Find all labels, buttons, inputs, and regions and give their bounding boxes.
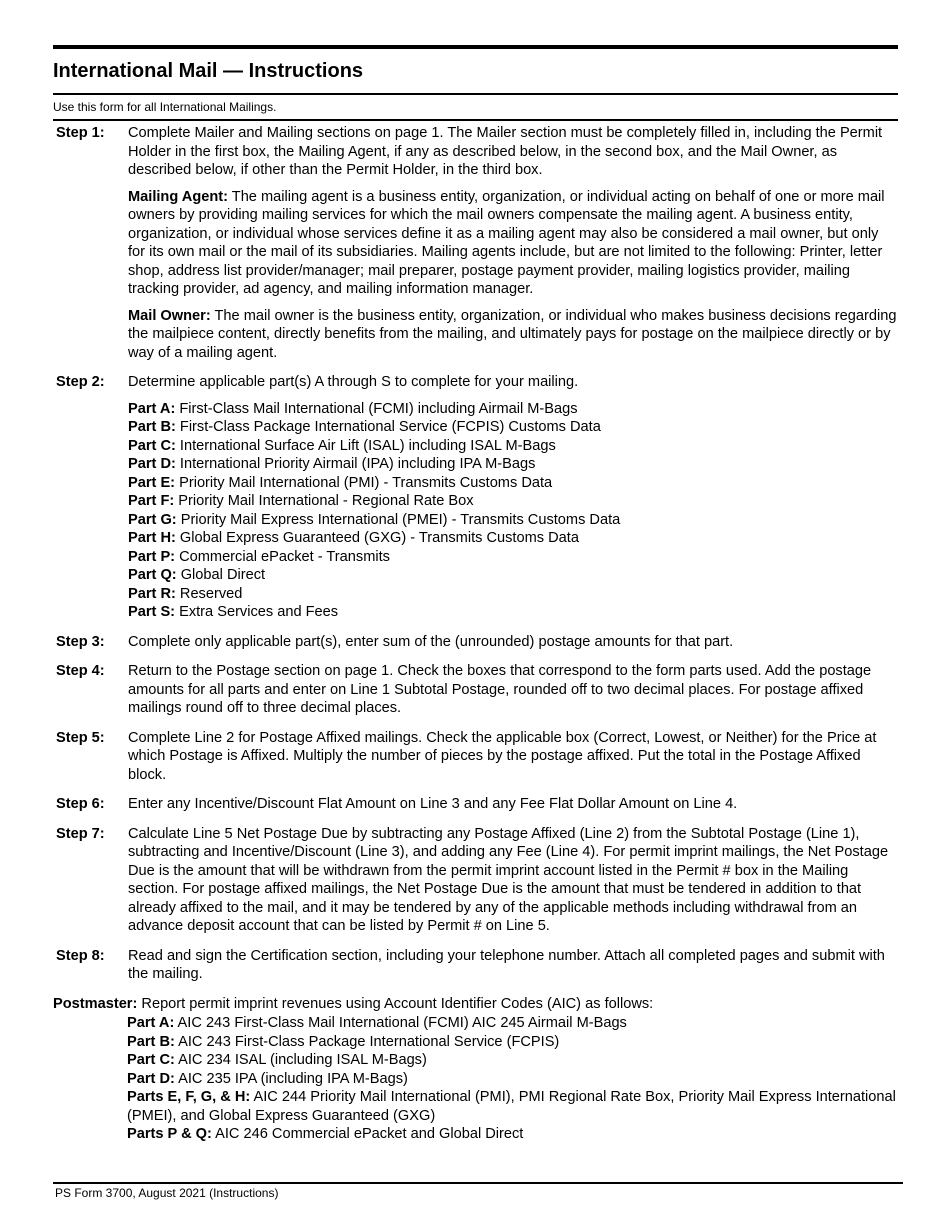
part-item	[128, 455, 898, 474]
step-body	[128, 825, 898, 936]
definition-term: Mail Owner:	[128, 307, 211, 324]
part-item	[128, 585, 898, 604]
aic-item	[127, 1070, 898, 1089]
step-label: Step 8:	[56, 947, 105, 964]
footer-rule	[53, 1182, 903, 1184]
part-text: Reserved	[175, 585, 243, 602]
step-body	[128, 729, 898, 785]
page-title: International Mail — Instructions	[53, 60, 364, 82]
part-text: Commercial ePacket - Transmits	[175, 548, 390, 565]
aic-item	[127, 1051, 898, 1070]
step-text: Complete Mailer and Mailing sections on page 1. The Mailer section must be completely filled in, including the Permit Holder in the first box, the Mailing Agent, if any as described below, in the second box, and the Mail Owner, as described below, if other than the Permit Holder, in the third box.	[128, 125, 883, 178]
step-label: Step 7:	[56, 825, 105, 842]
definition-term: Mailing Agent:	[128, 188, 228, 205]
step-label: Step 3:	[56, 633, 105, 650]
step-body	[128, 795, 898, 814]
part-text: First-Class Package International Service (FCPIS) Customs Data	[175, 419, 601, 435]
step-2	[53, 373, 898, 622]
part-term: Part H:	[128, 530, 176, 546]
step-text: Complete only applicable part(s), enter sum of the (unrounded) postage amounts for that part.	[128, 633, 734, 650]
step-body	[128, 662, 898, 718]
step-7	[53, 825, 898, 936]
part-term: Part G:	[128, 511, 177, 528]
form-footer: PS Form 3700, August 2021 (Instructions)	[55, 1186, 279, 1200]
aic-text: AIC 234 ISAL (including ISAL M-Bags)	[174, 1052, 427, 1068]
step-body	[128, 373, 898, 622]
aic-term: Parts P & Q:	[127, 1126, 212, 1142]
part-text: Extra Services and Fees	[175, 604, 339, 620]
part-item	[128, 474, 898, 493]
aic-text: AIC 235 IPA (including IPA M-Bags)	[174, 1070, 408, 1087]
step-text: Complete Line 2 for Postage Affixed mailings. Check the applicable box (Correct, Lowest, or Neither) for the Price at which Postage is Affixed. Multiply the number of pieces by the postage affixed. Put the total in the Postage Affixed block.	[128, 729, 877, 783]
part-term: Part A:	[128, 400, 176, 417]
mail-owner-definition	[128, 307, 898, 363]
step-body	[128, 947, 898, 984]
step-body	[128, 124, 898, 362]
part-term: Part F:	[128, 493, 175, 509]
part-term: Part E:	[128, 474, 176, 491]
aic-text: AIC 246 Commercial ePacket and Global Direct	[211, 1126, 524, 1142]
postmaster-term: Postmaster:	[53, 995, 138, 1012]
mailing-agent-definition	[128, 188, 898, 299]
step-text: Return to the Postage section on page 1. Check the boxes that correspond to the form parts used. Add the postage amounts for all parts and enter on Line 1 Subtotal Postage, rounded off to two decimal places. For postage affixed mailings round off to three decimal places.	[128, 663, 872, 716]
aic-text: AIC 244 Priority Mail International (PMI), PMI Regional Rate Box, Priority Mail Express International (PMEI), and Global Express Guaranteed (GXG)	[127, 1089, 896, 1124]
step-label: Step 2:	[56, 374, 105, 390]
aic-item	[127, 1125, 898, 1144]
aic-item	[127, 1033, 898, 1052]
part-term: Part S:	[128, 604, 176, 620]
aic-term: Parts E, F, G, & H:	[127, 1089, 251, 1105]
title-rule	[53, 93, 898, 95]
part-term: Part R:	[128, 585, 176, 602]
part-item	[128, 566, 898, 585]
postmaster-text: Report permit imprint revenues using Account Identifier Codes (AIC) as follows:	[137, 995, 654, 1012]
step-8	[53, 947, 898, 984]
step-4	[53, 662, 898, 718]
aic-term: Part C:	[127, 1052, 175, 1068]
part-item	[128, 548, 898, 567]
page-subtitle: Use this form for all International Mailings.	[53, 100, 277, 114]
part-item	[128, 437, 898, 456]
aic-text: AIC 243 First-Class Mail International (FCMI) AIC 245 Airmail M-Bags	[174, 1015, 627, 1031]
aic-term: Part B:	[127, 1033, 175, 1050]
part-item	[128, 529, 898, 548]
step-1	[53, 124, 898, 362]
aic-term: Part A:	[127, 1015, 175, 1031]
step-label: Step 4:	[56, 663, 105, 679]
part-text: First-Class Mail International (FCMI) including Airmail M-Bags	[175, 400, 578, 417]
aic-item	[127, 1014, 898, 1033]
part-text: International Surface Air Lift (ISAL) including ISAL M-Bags	[175, 437, 556, 454]
aic-list	[53, 1014, 898, 1144]
step-text: Calculate Line 5 Net Postage Due by subtracting any Postage Affixed (Line 2) from the Subtotal Postage (Line 1), subtracting and Incentive/Discount (Line 3), and adding any Fee (Line 4). For permit imprint mailings, the Net Postage Due is the amount that will be withdrawn from the permit imprint account listed in the Permit # box in the Mailing section. For postage affixed mailings, the Net Postage Due is the amount that must be tendered in addition to that already affixed to the mail, and it may be tendered by any of the applicable methods including withdrawal from an advance deposit account that can be listed by Permit # on Line 5.	[128, 825, 889, 934]
part-term: Part B:	[128, 419, 176, 435]
definition-text: The mail owner is the business entity, organization, or individual who makes business decisions regarding the mailpiece content, directly benefits from the mailing, and ultimately pays for postage on the mailpiece directly or by way of a mailing agent.	[128, 307, 897, 361]
part-text: Global Express Guaranteed (GXG) - Transmits Customs Data	[175, 530, 579, 546]
step-3	[53, 633, 898, 652]
step-label: Step 6:	[56, 796, 105, 812]
part-text: Priority Mail International (PMI) - Transmits Customs Data	[175, 474, 553, 491]
part-term: Part C:	[128, 437, 176, 454]
step-text: Determine applicable part(s) A through S to complete for your mailing.	[128, 374, 579, 390]
aic-text: AIC 243 First-Class Package International Service (FCPIS)	[174, 1033, 560, 1050]
part-item	[128, 511, 898, 530]
part-term: Part D:	[128, 456, 176, 472]
part-text: Global Direct	[176, 567, 266, 583]
aic-term: Part D:	[127, 1070, 175, 1087]
definition-text: The mailing agent is a business entity, organization, or individual acting on behalf of one or more mail owners by providing mailing services for which the mail owners compensate the mailing agent. A business entity, organization, or individual whose services define it as a mailing agent may also be considered a mail owner, but only for its own mail or the mail of its subsidiaries. Mailing agents include, but are not limited to the following: Printer, letter shop, address list provider/manager; mail preparer, postage payment provider, mailing logistics provider, mailing tracking provider, ad agency, and mailing information manager.	[128, 188, 885, 297]
part-item	[128, 492, 898, 511]
subtitle-rule	[53, 119, 898, 121]
part-text: International Priority Airmail (IPA) including IPA M-Bags	[175, 456, 536, 472]
part-term: Part P:	[128, 548, 176, 565]
instructions-content	[53, 124, 898, 1144]
step-6	[53, 795, 898, 814]
parts-list	[128, 400, 898, 622]
part-text: Priority Mail Express International (PMEI) - Transmits Customs Data	[176, 511, 621, 528]
top-rule	[53, 45, 898, 49]
step-body	[128, 633, 898, 652]
aic-item	[127, 1088, 898, 1125]
step-text: Read and sign the Certification section, including your telephone number. Attach all completed pages and submit with the mailing.	[128, 947, 885, 982]
postmaster-note	[53, 995, 898, 1014]
part-item	[128, 603, 898, 622]
part-item	[128, 418, 898, 437]
step-5	[53, 729, 898, 785]
part-item	[128, 400, 898, 419]
part-term: Part Q:	[128, 567, 177, 583]
part-text: Priority Mail International - Regional Rate Box	[174, 493, 474, 509]
step-text: Enter any Incentive/Discount Flat Amount on Line 3 and any Fee Flat Dollar Amount on Line 4.	[128, 796, 738, 812]
step-label: Step 5:	[56, 729, 105, 746]
step-label: Step 1:	[56, 125, 105, 141]
